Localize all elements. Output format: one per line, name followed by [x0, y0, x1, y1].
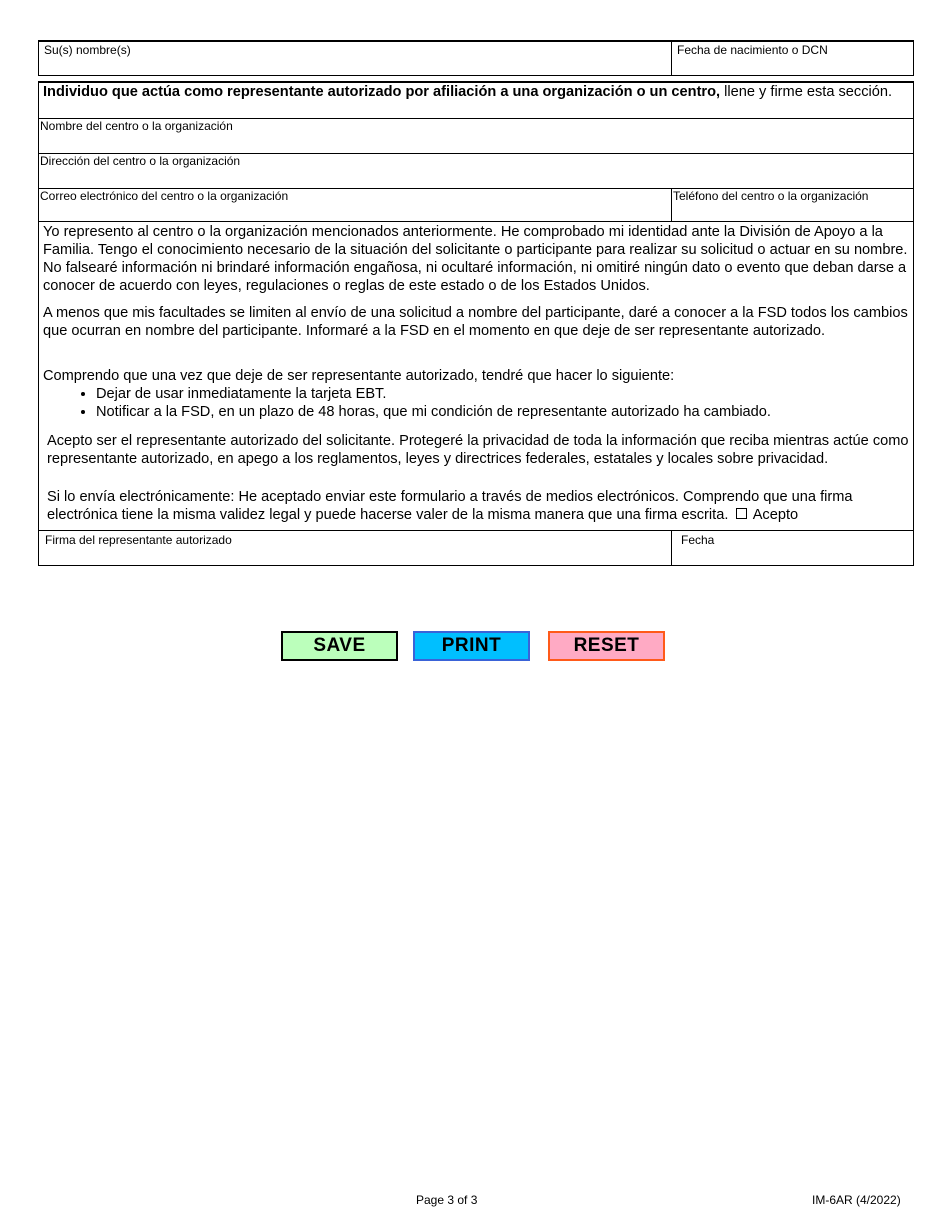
date-label: Fecha [681, 533, 715, 547]
org-name-field[interactable] [38, 118, 914, 154]
name-field[interactable] [38, 40, 672, 76]
save-button[interactable]: SAVE [281, 631, 398, 661]
electronic-consent-text: Si lo envía electrónicamente: He aceptado enviar este formulario a través de medios electrónicos. Comprendo que una firma electrónica tiene la misma validez legal y puede hacerse valer de la misma manera que una firma escrita. [47, 489, 853, 523]
statement-para-3-block [43, 367, 909, 421]
accept-label: Acepto [752, 507, 799, 523]
page-number: Page 3 of 3 [416, 1193, 478, 1207]
print-button[interactable]: PRINT [413, 631, 530, 661]
statement-para-1: Yo represento al centro o la organización mencionados anteriormente. He comprobado mi identidad ante la División de Apoyo a la Familia. Tengo el conocimiento necesario de la situación del solicitante o participante para realizar su solicitud o actuar en su nombre. No falsearé información ni brindaré información engañosa, ni ocultaré información, ni omitiré ningún dato o evento que deban darse a conocer de acuerdo con leyes, regulaciones o reglas de este estado o de los Estados Unidos. [43, 224, 908, 294]
section-heading-rest: llene y firme esta sección. [720, 84, 893, 100]
statement-para-3: Comprendo que una vez que deje de ser representante autorizado, tendré que hacer lo siguiente: [43, 368, 675, 384]
accept-checkbox[interactable] [736, 508, 747, 519]
section-heading-bold: Individuo que actúa como representante autorizado por afiliación a una organización o un centro, [43, 84, 721, 100]
signature-label: Firma del representante autorizado [45, 533, 232, 547]
name-label: Su(s) nombre(s) [44, 43, 131, 57]
statement-para-5 [47, 488, 913, 524]
org-email-label: Correo electrónico del centro o la organización [40, 189, 289, 203]
form-id: IM-6AR (4/2022) [812, 1193, 901, 1207]
org-name-label: Nombre del centro o la organización [40, 119, 233, 133]
org-phone-field[interactable] [671, 188, 914, 222]
dob-field[interactable] [671, 40, 914, 76]
statement-para-2: A menos que mis facultades se limiten al envío de una solicitud a nombre del participante, daré a conocer a la FSD todos los cambios que ocurran en nombre del participante. Informaré a la FSD en el momento en que deje de ser representante autorizado. [43, 305, 908, 339]
org-address-label: Dirección del centro o la organización [40, 154, 241, 168]
org-address-field[interactable] [38, 153, 914, 189]
section-heading-box [38, 81, 914, 119]
org-email-field[interactable] [38, 188, 672, 222]
obligations-list [43, 385, 909, 421]
statement-para-4: Acepto ser el representante autorizado del solicitante. Protegeré la privacidad de toda la información que reciba mientras actúe como representante autorizado, en apego a los reglamentos, leyes y directrices federales, estatales y locales sobre privacidad. [47, 433, 909, 467]
list-item: • Notificar a la FSD, en un plazo de 48 horas, que mi condición de representante autorizado ha cambiado. [96, 403, 909, 421]
signature-field[interactable] [38, 530, 672, 566]
section-heading [43, 83, 907, 101]
reset-button[interactable]: RESET [548, 631, 665, 661]
statement-block [38, 221, 914, 531]
dob-label: Fecha de nacimiento o DCN [677, 43, 828, 57]
org-phone-label: Teléfono del centro o la organización [673, 189, 869, 203]
date-field[interactable] [671, 530, 914, 566]
list-item: • Dejar de usar inmediatamente la tarjeta EBT. [96, 385, 909, 403]
